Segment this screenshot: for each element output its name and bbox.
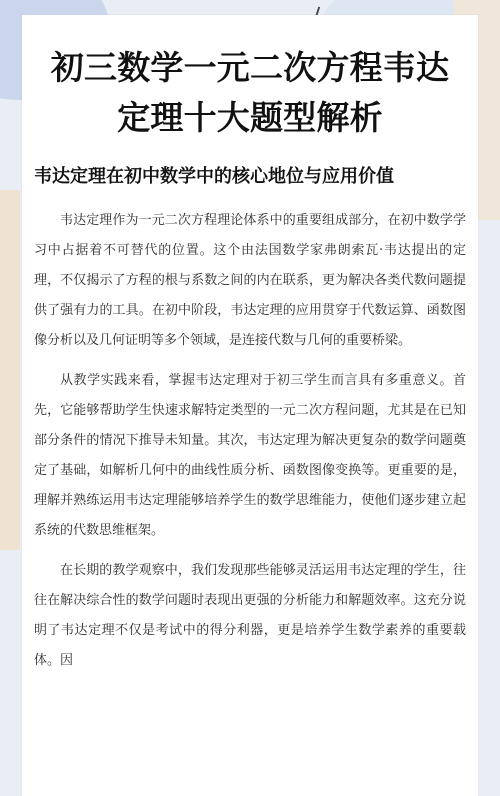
article-paragraph: 在长期的教学观察中，我们发现那些能够灵活运用韦达定理的学生，往往在解决综合性的数学问题时表现出更强的分析能力和解题效率。这充分说明了韦达定理不仅是考试中的得分利器，更是培养学生数学素养的重要载体。因: [34, 563, 466, 668]
article-body: [34, 206, 466, 676]
article-paragraph: 从教学实践来看，掌握韦达定理对于初三学生而言具有多重意义。首先，它能够帮助学生快速求解特定类型的一元二次方程问题，尤其是在已知部分条件的情况下推导未知量。其次，韦达定理为解决更复杂的数学问题奠定了基础，如解析几何中的曲线性质分析、函数图像变换等。更重要的是，理解并熟练运用韦达定理能够培养学生的数学思维能力，使他们逐步建立起系统的代数思维框架。: [34, 373, 466, 538]
article-card: [22, 15, 478, 796]
article-title: 初三数学一元二次方程韦达定理十大题型解析: [50, 48, 450, 137]
background-accent-left: [0, 190, 20, 550]
section-heading: 韦达定理在初中数学中的核心地位与应用价值: [34, 166, 394, 187]
article-paragraph: 韦达定理作为一元二次方程理论体系中的重要组成部分，在初中数学学习中占据着不可替代的位置。这个由法国数学家弗朗索瓦·韦达提出的定理，不仅揭示了方程的根与系数之间的内在联系，更为解决各类代数问题提供了强有力的工具。在初中阶段，韦达定理的应用贯穿于代数运算、函数图像分析以及几何证明等多个领域，是连接代数与几何的重要桥梁。: [34, 213, 466, 348]
